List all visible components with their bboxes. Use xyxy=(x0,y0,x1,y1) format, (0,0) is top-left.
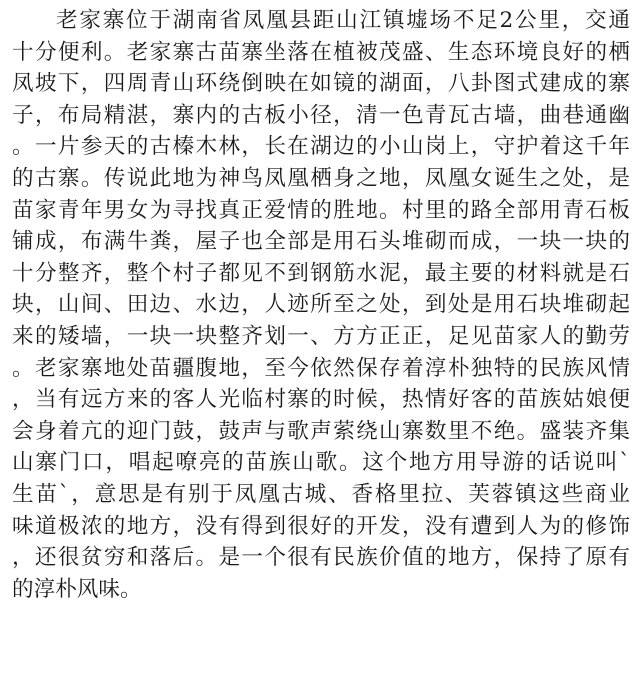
text-line: 。老家寨地处苗疆腹地，至今依然保存着淳朴独特的民族风情 xyxy=(12,355,630,381)
text-line: 凤坡下，四周青山环绕倒映在如镜的湖面，八卦图式建成的寨 xyxy=(12,71,630,97)
text-line: 苗家青年男女为寻找真正爱情的胜地。村里的路全部用青石板 xyxy=(12,197,630,223)
text-line: 铺成，布满牛粪，屋子也全部是用石头堆砌而成，一块一块的 xyxy=(12,229,630,255)
text-line: 十分整齐，整个村子都见不到钢筋水泥，最主要的材料就是石 xyxy=(12,260,630,286)
text-line: 会身着亢的迎门鼓，鼓声与歌声萦绕山寨数里不绝。盛装齐集 xyxy=(12,418,630,444)
text-line: ，还很贫穷和落后。是一个很有民族价值的地方，保持了原有 xyxy=(12,545,630,571)
text-line: 。一片参天的古榛木林，长在湖边的小山岗上，守护着这千年 xyxy=(12,134,630,160)
text-line: 的古寨。传说此地为神鸟凤凰栖身之地，凤凰女诞生之处，是 xyxy=(12,165,630,191)
text-line: 来的矮墙，一块一块整齐划一、方方正正，足见苗家人的勤劳 xyxy=(12,323,630,349)
text-line: 子，布局精湛，寨内的古板小径，清一色青瓦古墙，曲巷通幽 xyxy=(12,102,630,128)
text-line: 山寨门口，唱起嘹亮的苗族山歌。这个地方用导游的话说叫` xyxy=(12,450,630,476)
text-line: 块，山间、田边、水边，人迹所至之处，到处是用石块堆砌起 xyxy=(12,292,630,318)
text-line: 味道极浓的地方，没有得到很好的开发，没有遭到人为的修饰 xyxy=(12,513,630,539)
text-line: ，当有远方来的客人光临村寨的时候，热情好客的苗族姑娘便 xyxy=(12,387,630,413)
text-line: 生苗`，意思是有别于凤凰古城、香格里拉、芙蓉镇这些商业 xyxy=(12,481,630,507)
text-line: 老家寨位于湖南省凤凰县距山江镇墟场不足2公里，交通 xyxy=(56,8,630,33)
text-line: 的淳朴风味。 xyxy=(12,576,142,602)
text-line: 十分便利。老家寨古苗寨坐落在植被茂盛、生态环境良好的栖 xyxy=(12,39,630,65)
